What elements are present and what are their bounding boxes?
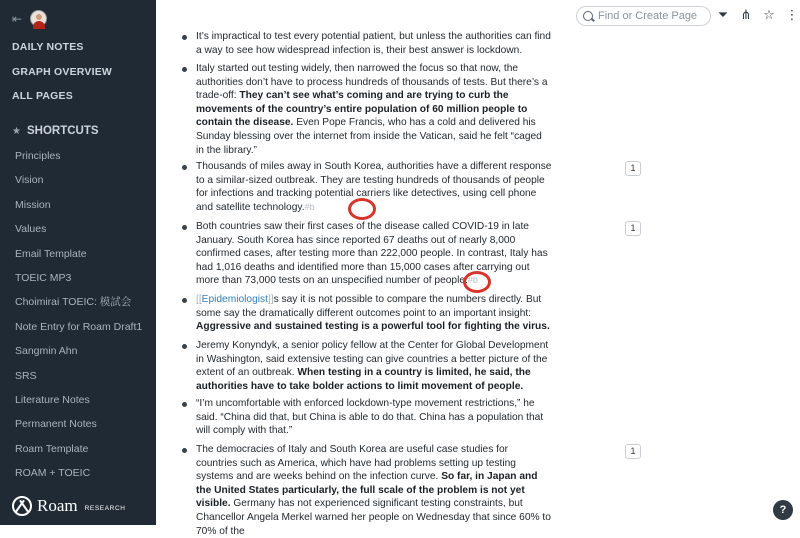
bold-text: Aggressive and sustained testing is a powerful tool for fighting the virus. xyxy=(196,321,550,333)
bold-text: So far, in Japan and the United States particularly, the full scale of the problem is not yet visible. xyxy=(196,471,538,510)
page-link[interactable]: Epidemiologist xyxy=(201,294,268,305)
block-text[interactable] xyxy=(196,397,552,438)
help-button[interactable]: ? xyxy=(773,500,793,520)
block-text[interactable] xyxy=(196,443,552,538)
shortcuts-heading-label: SHORTCUTS xyxy=(26,125,99,137)
roam-logo xyxy=(12,496,126,516)
reference-count-badge[interactable]: 1 xyxy=(625,221,641,236)
nav-graph-overview[interactable]: GRAPH OVERVIEW xyxy=(12,65,113,78)
nav-all-pages[interactable]: ALL PAGES xyxy=(12,90,73,102)
shortcuts-list xyxy=(15,150,142,491)
logo-subtext: RESEARCH xyxy=(84,504,126,512)
tag-link[interactable]: #b xyxy=(467,275,478,286)
block-bullet[interactable] xyxy=(182,344,187,349)
block-bullet[interactable] xyxy=(182,298,187,303)
shortcut-item[interactable]: Values xyxy=(15,223,47,236)
text-span: “I’m uncomfortable with enforced lockdown-type movement restrictions,” he said. “China did that, but China is able to do that. China has a population that will comply with that.” xyxy=(196,398,544,437)
tag-link[interactable]: #b xyxy=(304,201,315,212)
block-bullet[interactable] xyxy=(182,225,187,230)
shortcut-item[interactable]: Literature Notes xyxy=(15,393,90,406)
block-text[interactable] xyxy=(196,293,552,334)
annotation-circle xyxy=(463,271,491,293)
text-span: Germany has not experienced significant testing constraints, but Chancellor Angela Merkel warned her people on Wednesday that since 60% to 70% of the xyxy=(196,498,551,537)
shortcut-item[interactable]: Permanent Notes xyxy=(15,418,97,431)
text-span: s say it is not possible to compare the numbers directly. But some say the dramatically different outcomes point to an important insight: xyxy=(196,294,542,319)
block-bullet[interactable] xyxy=(182,402,187,407)
bold-text: When testing in a country is limited, he said, the authorities have to take bolder actions to limit movement of people. xyxy=(196,367,531,392)
annotation-circle xyxy=(348,198,376,220)
shortcut-item[interactable]: Principles xyxy=(15,150,61,162)
left-sidebar xyxy=(0,0,156,525)
shortcut-item[interactable]: Email Template xyxy=(15,247,87,260)
shortcut-item[interactable]: Sangmin Ahn xyxy=(15,345,78,358)
more-icon[interactable]: ⋮ xyxy=(785,8,799,23)
text-span: Italy started out testing widely, then narrowed the focus so that now, the authorities don’t have to process hundreds of thousands of tests. But there’s a trade-off: xyxy=(196,63,548,102)
shortcut-item[interactable]: Vision xyxy=(15,174,44,187)
text-span: Jeremy Konyndyk, a senior policy fellow at the Center for Global Development in Washington, said extensive testing can give countries a better picture of the extent of an outbreak. xyxy=(196,340,549,379)
collapse-sidebar-icon[interactable]: ⇤ xyxy=(12,11,23,26)
star-icon[interactable]: ☆ xyxy=(763,8,775,23)
block-text[interactable] xyxy=(196,30,552,57)
logo-text: Roam xyxy=(37,496,78,515)
text-span: The democracies of Italy and South Korea are useful case studies for countries such as America, which have had problems setting up testing systems and are weeks behind on the infection curve. xyxy=(196,444,516,483)
shortcut-item[interactable]: TOEIC MP3 xyxy=(15,271,72,284)
shortcut-item[interactable]: Mission xyxy=(15,198,51,211)
block-text[interactable] xyxy=(196,339,552,393)
avatar[interactable] xyxy=(30,10,47,27)
block-bullet[interactable] xyxy=(182,67,187,72)
star-icon: ★ xyxy=(12,125,21,137)
reference-count-badge[interactable]: 1 xyxy=(625,161,641,176)
search-box[interactable] xyxy=(576,6,711,26)
block-text[interactable] xyxy=(196,62,552,157)
block-bullet[interactable] xyxy=(182,165,187,170)
filter-icon[interactable]: ⏷ xyxy=(717,8,729,23)
reference-count-badge[interactable]: 1 xyxy=(625,444,641,459)
shortcut-item[interactable]: Roam Template xyxy=(15,442,89,455)
text-span: Thousands of miles away in South Korea, authorities have a different response to a similar-sized outbreak. They are testing hundreds of thousands of people for infections and tracking potential carriers like detectives, using cell phone and satellite technology. xyxy=(196,161,552,213)
shortcut-item[interactable]: SRS xyxy=(15,369,37,382)
text-span: Both countries saw their first cases of the disease called COVID-19 in late January. South Korea has since reported 67 deaths out of nearly 8,000 confirmed cases, after testing more than 222,000 people. In contrast, Italy has had 1,016 deaths and identified more than 15,000 cases after carrying out more than 73,000 tests on an unspecified number of people. xyxy=(196,221,548,287)
block-text[interactable] xyxy=(196,220,552,288)
shortcut-item[interactable]: Note Entry for Roam Draft1 xyxy=(15,320,143,333)
bold-text: They can’t see what’s coming and are trying to curb the movements of the country’s entire population of 60 million people to contain the disease. xyxy=(196,90,528,129)
nav-daily-notes[interactable]: DAILY NOTES xyxy=(12,41,84,53)
search-icon xyxy=(583,11,593,21)
text-span: It’s impractical to test every potential patient, but unless the authorities can find a way to see how widespread infection is, their best answer is lockdown. xyxy=(196,31,551,56)
block-bullet[interactable] xyxy=(182,35,187,40)
block-bullet[interactable] xyxy=(182,448,187,453)
shortcut-item[interactable]: Choimirai TOEIC: 模試会 xyxy=(15,296,132,309)
shortcuts-heading xyxy=(12,125,99,137)
text-span: ]] xyxy=(267,294,274,305)
roam-logo-icon xyxy=(12,496,32,516)
sidebar-nav xyxy=(12,41,112,115)
sidebar-top xyxy=(12,10,47,27)
text-span: Even Pope Francis, who has a cold and delivered his Sunday blessing over the internet from inside the Vatican, said he felt “caged in the library.” xyxy=(196,117,542,156)
shortcut-item[interactable]: ROAM + TOEIC xyxy=(15,467,91,480)
text-span: [[ xyxy=(196,294,202,305)
graph-icon[interactable]: ⋔ xyxy=(740,8,752,23)
search-input[interactable]: Find or Create Page xyxy=(598,10,698,22)
topbar-icons xyxy=(716,8,799,23)
